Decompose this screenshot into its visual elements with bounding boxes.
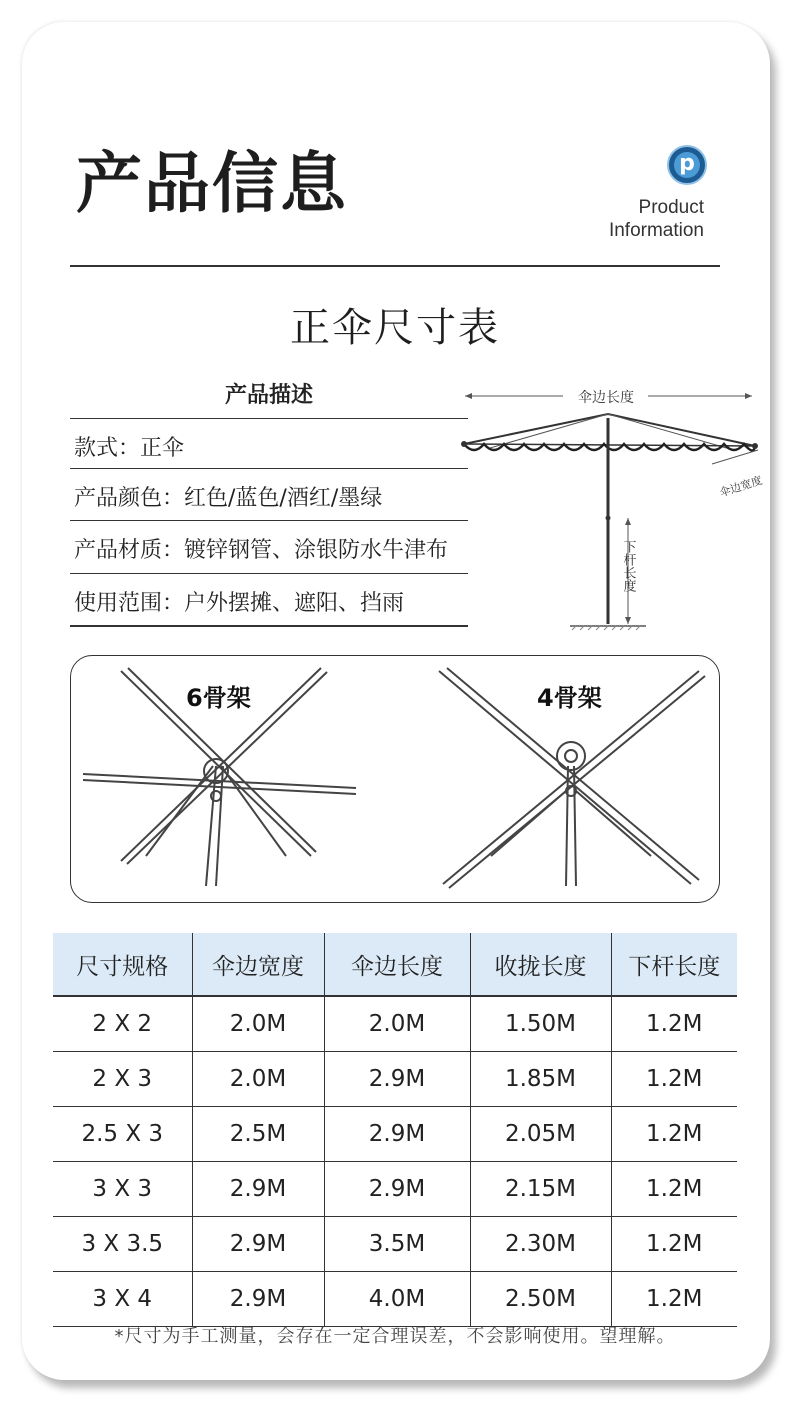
- label-top-length: 伞边长度: [578, 390, 634, 406]
- frame-comparison-box: [70, 655, 720, 903]
- product-badge: [667, 145, 707, 185]
- table-cell: 3 X 4: [53, 1272, 192, 1327]
- table-cell: 2.9M: [192, 1217, 324, 1272]
- header-divider: [70, 265, 720, 267]
- table-cell: 2.5 X 3: [53, 1107, 192, 1162]
- label-pole-length: 下杆长度: [620, 540, 636, 592]
- description-row: [70, 468, 468, 520]
- table-cell: 2.9M: [192, 1162, 324, 1217]
- header-folded-length: 收拢长度: [470, 933, 611, 996]
- table-cell: 2.50M: [470, 1272, 611, 1327]
- table-cell: 3 X 3.5: [53, 1217, 192, 1272]
- table-row: [53, 996, 737, 1052]
- table-cell: 2 X 2: [53, 996, 192, 1052]
- header-size: 尺寸规格: [53, 933, 192, 996]
- table-header-row: [53, 933, 737, 996]
- description-bottom-line: [70, 625, 468, 627]
- table-cell: 2.05M: [470, 1107, 611, 1162]
- table-cell: 2 X 3: [53, 1052, 192, 1107]
- header-length: 伞边长度: [324, 933, 470, 996]
- six-rib-label: 6骨架: [186, 684, 251, 712]
- table-cell: 2.0M: [324, 996, 470, 1052]
- description-row: [70, 573, 468, 625]
- table-cell: 2.15M: [470, 1162, 611, 1217]
- table-cell: 1.2M: [611, 1107, 737, 1162]
- description-heading: 产品描述: [224, 383, 313, 408]
- table-cell: 1.50M: [470, 996, 611, 1052]
- ground-base: [570, 626, 646, 630]
- page-title: 产品信息: [76, 145, 348, 222]
- table-row: [53, 1052, 737, 1107]
- description-row: [70, 520, 468, 572]
- table-cell: 2.0M: [192, 1052, 324, 1107]
- table-cell: 1.2M: [611, 1052, 737, 1107]
- measurement-footnote: *尺寸为手工测量，会存在一定合理误差，不会影响使用。望理解。: [114, 1326, 676, 1347]
- size-spec-table: [53, 933, 737, 1327]
- table-cell: 1.2M: [611, 1162, 737, 1217]
- table-cell: 3.5M: [324, 1217, 470, 1272]
- description-text: 产品颜色：红色/蓝色/酒红/墨绿: [74, 486, 383, 511]
- description-row: [70, 418, 468, 470]
- table-cell: 4.0M: [324, 1272, 470, 1327]
- table-row: [53, 1107, 737, 1162]
- table-cell: 2.5M: [192, 1107, 324, 1162]
- table-cell: 2.9M: [324, 1107, 470, 1162]
- table-row: [53, 1272, 737, 1327]
- p-logo-icon: p: [674, 152, 700, 178]
- table-cell: 2.30M: [470, 1217, 611, 1272]
- table-cell: 2.0M: [192, 996, 324, 1052]
- table-row: [53, 1217, 737, 1272]
- subtitle-english: [609, 196, 704, 242]
- table-cell: 3 X 3: [53, 1162, 192, 1217]
- label-side-width: 伞边宽度: [717, 473, 764, 500]
- header-width: 伞边宽度: [192, 933, 324, 996]
- description-text: 款式：正伞: [74, 436, 185, 461]
- table-row: [53, 1162, 737, 1217]
- description-text: 使用范围：户外摆摊、遮阳、挡雨: [74, 591, 405, 616]
- umbrella-diagram: [460, 378, 770, 638]
- table-cell: 1.2M: [611, 1217, 737, 1272]
- table-cell: 2.9M: [192, 1272, 324, 1327]
- table-cell: 1.85M: [470, 1052, 611, 1107]
- header-pole-length: 下杆长度: [611, 933, 737, 996]
- section-title: 正伞尺寸表: [290, 305, 500, 351]
- table-cell: 1.2M: [611, 996, 737, 1052]
- table-cell: 1.2M: [611, 1272, 737, 1327]
- subtitle-line-2: Information: [608, 220, 704, 241]
- side-width-dimension: [712, 450, 764, 500]
- frame-illustrations: [71, 656, 720, 903]
- four-rib-label: 4骨架: [537, 684, 602, 712]
- table-cell: 2.9M: [324, 1162, 470, 1217]
- description-text: 产品材质：镀锌钢管、涂银防水牛津布: [74, 538, 449, 563]
- subtitle-line-1: Product: [638, 197, 704, 218]
- table-cell: 2.9M: [324, 1052, 470, 1107]
